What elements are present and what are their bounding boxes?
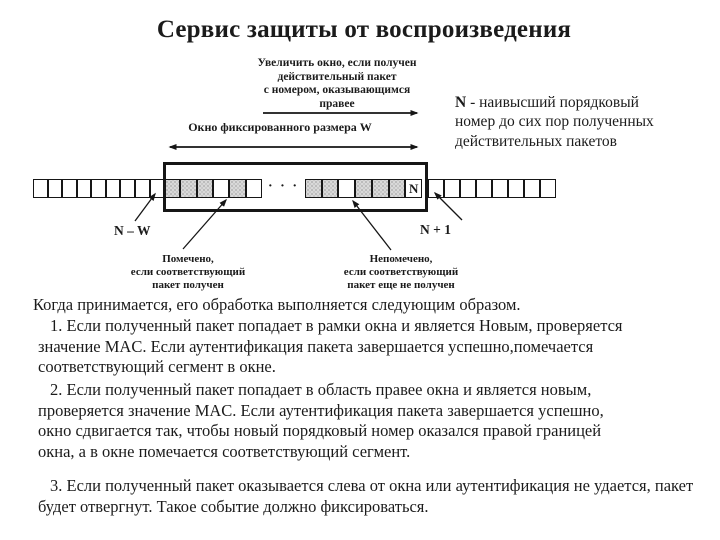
packet-cell-marked <box>164 179 180 198</box>
packet-cell-empty <box>62 179 77 198</box>
window-grow-note <box>230 57 444 111</box>
packet-cell-empty <box>508 179 524 198</box>
packet-cell-n: N <box>405 179 422 198</box>
n-note-line1-rest: - наивысший порядковый <box>466 94 639 111</box>
packet-cell-empty <box>120 179 135 198</box>
intro-paragraph: Когда принимается, его обработка выполняется следующим образом. <box>33 295 521 314</box>
packet-cell-empty <box>460 179 476 198</box>
packet-cell-empty <box>135 179 150 198</box>
text-line: 2. Если полученный пакет попадает в область правее окна и является новым, <box>50 380 592 399</box>
text-line: с номером, оказывающимся <box>263 84 411 96</box>
packet-cell-empty <box>33 179 48 198</box>
strip-left-outside <box>33 179 164 198</box>
window-size-label: Окно фиксированного размера W <box>188 120 372 134</box>
packet-cell-empty <box>492 179 508 198</box>
text-line: 1. Если полученный пакет попадает в рамки окна и является Новым, проверяется <box>50 316 623 335</box>
text-line: окно сдвигается так, чтобы новый порядковый номер оказался правой границей <box>38 421 602 440</box>
text-line: проверяется значение MAC. Если аутентификация пакета завершается успешно, <box>38 400 604 420</box>
marked-caption <box>120 253 256 292</box>
text-line: Непомечено, <box>369 253 433 265</box>
text-line: если соответствующий <box>343 266 459 278</box>
packet-cell-marked <box>355 179 372 198</box>
packet-cell-marked <box>197 179 213 198</box>
text-line: соответствующий сегмент в окне. <box>38 357 276 376</box>
text-line: Увеличить окно, если получен <box>257 57 417 69</box>
marked-pointer <box>183 200 226 249</box>
packet-cell-marked <box>389 179 406 198</box>
rule-item-1 <box>38 316 623 378</box>
strip-window-right <box>305 179 422 198</box>
text-line: пакет еще не получен <box>347 279 455 291</box>
n-minus-w-pointer <box>135 194 155 221</box>
unmarked-caption <box>332 253 470 292</box>
packet-cell-marked <box>305 179 322 198</box>
text-line: 3. Если полученный пакет оказывается слева от окна или аутентификация не удается, пакет <box>50 476 694 495</box>
label-n-plus-1: N + 1 <box>420 222 451 237</box>
n-note-line3: действительных пакетов <box>455 132 617 150</box>
text-line: если соответствующий <box>130 266 246 278</box>
packet-cell-empty <box>106 179 121 198</box>
text-line: правее <box>319 97 355 110</box>
strip-window-left <box>164 179 262 198</box>
n-definition-note <box>455 93 675 151</box>
packet-cell-empty <box>150 179 165 198</box>
packet-cell-marked <box>180 179 196 198</box>
unmarked-pointer <box>353 201 391 250</box>
text-line: будет отвергнут. Такое событие должно фиксироваться. <box>38 496 429 516</box>
rule-item-2 <box>38 380 604 462</box>
packet-cell-empty <box>77 179 92 198</box>
packet-cell-empty <box>48 179 63 198</box>
packet-cell-marked <box>372 179 389 198</box>
strip-ellipsis: · · · <box>267 179 299 194</box>
text-line: окна, а в окне помечается соответствующий сегмент. <box>38 441 411 461</box>
strip-right-outside <box>428 179 556 198</box>
text-line: пакет получен <box>152 279 224 291</box>
rule-item-3 <box>38 476 693 517</box>
packet-cell-empty <box>428 179 444 198</box>
text-line: значение MAC. Если аутентификация пакета завершается успешно,помечается <box>38 336 594 356</box>
label-n-minus-w: N – W <box>114 223 151 238</box>
packet-cell-empty <box>524 179 540 198</box>
n-symbol: N <box>455 94 467 111</box>
packet-cell-empty <box>213 179 229 198</box>
text-line: действительный пакет <box>277 70 397 83</box>
packet-cell-marked <box>322 179 339 198</box>
packet-cell-empty <box>540 179 556 198</box>
n-note-line1 <box>455 93 675 112</box>
page-title: Сервис защиты от воспроизведения <box>156 16 572 43</box>
packet-cell-empty <box>476 179 492 198</box>
packet-cell-empty <box>91 179 106 198</box>
packet-cell-empty <box>246 179 262 198</box>
packet-cell-empty <box>338 179 355 198</box>
packet-cell-marked <box>229 179 245 198</box>
n-note-line2: номер до сих пор полученных <box>455 113 654 131</box>
packet-cell-empty <box>444 179 460 198</box>
text-line: Помечено, <box>162 253 214 265</box>
